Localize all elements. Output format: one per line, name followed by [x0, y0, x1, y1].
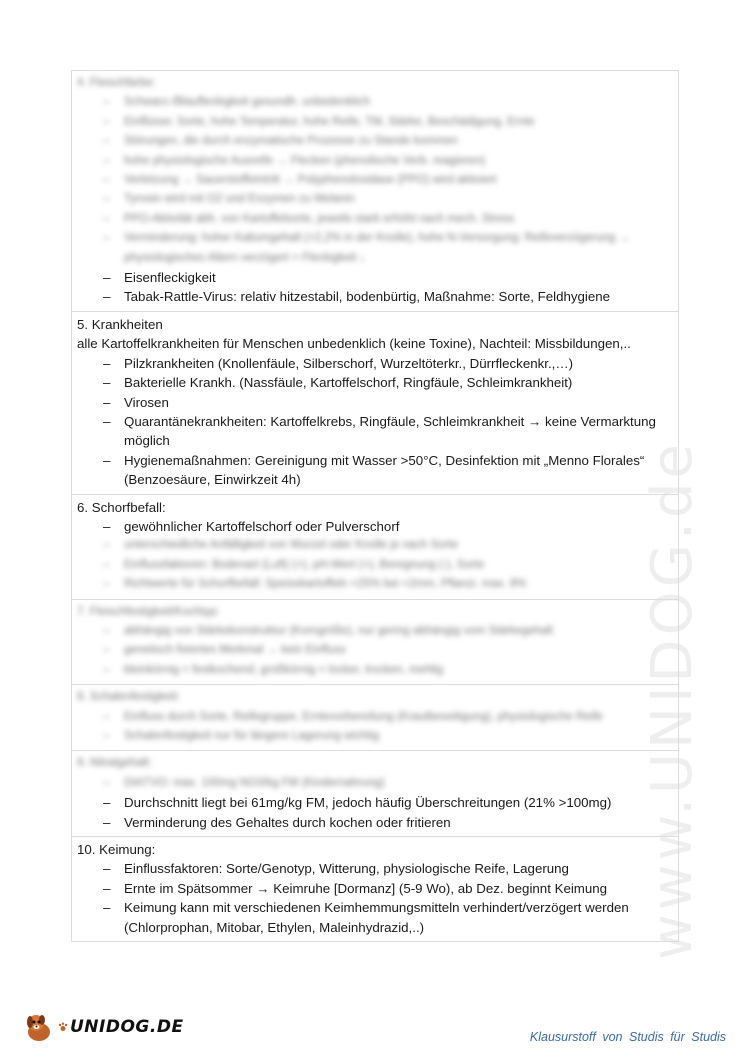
section-7: [71, 600, 679, 686]
section-title: 5. Krankheiten: [77, 316, 163, 332]
list-item: – Tabak-Rattle-Virus: relativ hitzestabil, bodenbürtig, Maßnahme: Sorte, Feldhygiene: [77, 287, 674, 306]
bullet-list: [77, 622, 674, 680]
section-10: [71, 837, 679, 942]
list-item: – genetisch fixiertes Merkmal → kein Einfluss: [77, 641, 674, 660]
section-title: 4. Fleischfarbe:: [77, 77, 156, 89]
list-item: – Verminderung des Gehaltes durch kochen oder fritieren: [77, 813, 674, 832]
section-title: 8. Schalenfestigkeit:: [77, 691, 180, 704]
section-9: [71, 751, 679, 837]
section-title: 7. Fleischfestigkeit/Kochtyp:: [77, 605, 220, 618]
list-item: – Einfluss durch Sorte, Reifegruppe, Erntevorbereitung (Krautbeseitigung), physiologische Reife: [77, 708, 674, 727]
list-item: – unterschiedliche Anfälligkeit von Wurzel oder Knolle je nach Sorte: [77, 536, 674, 555]
list-item: – abhängig von Stärkekonstruktur (Korngröße), nur gering abhängig vom Stärkegehalt: [77, 622, 674, 641]
list-item: – DIÄTVO: max. 100mg NO3/kg FM (Kindernahrung): [77, 774, 674, 793]
section-title: 6. Schorfbefall:: [77, 499, 166, 515]
list-item: – Ernte im Spätsommer → Keimruhe [Dormanz] (5-9 Wo), ab Dez. beginnt Keimung: [77, 879, 674, 898]
list-item: – Einflussfaktoren: Bodenart (Luft) (+), pH-Wert (+), Beregnung (-), Sorte: [77, 556, 674, 575]
list-item: – Richtwerte für Schorfbefall: Speisekartoffeln <25% bei <2mm, Pflanzi. max. 8%: [77, 575, 674, 594]
list-item: – kleinkörnig = festkochend, großkörnig = locker, trocken, mehlig: [77, 661, 674, 680]
watermark: www.UNIDOG.de: [640, 440, 705, 960]
list-item: – hohe physiologische Ausreife → Flecken (phenolische Verb. reagieren): [77, 152, 674, 171]
section-8: [71, 685, 679, 751]
bullet-list: [77, 774, 674, 832]
section-6: [71, 495, 679, 600]
footer-tagline: Klausurstoff von Studis für Studis: [529, 1030, 726, 1044]
section-intro: alle Kartoffelkrankheiten für Menschen unbedenklich (keine Toxine), Nachteil: Missbildungen,..: [77, 336, 631, 352]
notes-table: [71, 70, 679, 942]
bullet-list: [77, 354, 674, 490]
list-item: – Schwarz-/Blaufleckigkeit gesundh. unbedenklich: [77, 93, 674, 112]
section-5: [71, 312, 679, 495]
list-item: – Einflüsse: Sorte, hohe Temperatur, hohe Reife, TM, Stärke, Beschädigung, Ernte: [77, 113, 674, 132]
list-item: – Tyrosin wird mit O2 und Enzymen zu Melanin: [77, 190, 674, 209]
list-item: – Bakterielle Krankh. (Nassfäule, Kartoffelschorf, Ringfäule, Schleimkrankheit): [77, 373, 674, 392]
list-item: – Verletzung → Sauerstoffeintritt → Polyphenoloxidase (PPO) wird aktiviert: [77, 171, 674, 190]
bullet-list: [77, 93, 674, 306]
list-item: – Schalenfestigkeit nur für längere Lagerung wichtig: [77, 727, 674, 746]
list-item: – PPO-Aktivität abh. von Kartoffelsorte, jeweils stark erhöht nach mech. Stress: [77, 210, 674, 229]
list-item: – Quarantänekrankheiten: Kartoffelkrebs, Ringfäule, Schleimkrankheit → keine Vermarktung möglich: [77, 412, 674, 451]
section-4: [71, 71, 679, 312]
list-item: – Verminderung: hoher Kaliumgehalt (>2,2% in der Knolle), hohe N-Versorgung: Reifeverzögerung → physiologisches Altern verzögert = Fleckigkeit ↓: [77, 229, 674, 268]
bullet-list: [77, 708, 674, 747]
bullet-list: [77, 859, 674, 937]
list-item: – Störungen, die durch enzymatische Prozesse zu Stande kommen: [77, 132, 674, 151]
unidog-logo[interactable]: [22, 1010, 184, 1044]
list-item: – gewöhnlicher Kartoffelschorf oder Pulverschorf: [77, 517, 674, 536]
section-title: 9. Nitratgehalt:: [77, 757, 152, 770]
list-item: – Einflussfaktoren: Sorte/Genotyp, Witterung, physiologische Reife, Lagerung: [77, 859, 674, 878]
section-title: 10. Keimung:: [77, 842, 156, 858]
bullet-list: [77, 517, 674, 595]
list-item: – Eisenfleckigkeit: [77, 268, 674, 287]
list-item: – Keimung kann mit verschiedenen Keimhemmungsmitteln verhindert/verzögert werden (Chlorprophan, Mitobar, Ethylen, Maleinhydrazid,..): [77, 898, 674, 937]
list-item: – Hygienemaßnahmen: Gereinigung mit Wasser >50°C, Desinfektion mit „Menno Florales“ (Benzoesäure, Einwirkzeit 4h): [77, 451, 674, 490]
list-item: – Pilzkrankheiten (Knollenfäule, Silberschorf, Wurzeltöterkr., Dürrfleckenkr.,…): [77, 354, 674, 373]
paw-icon: [58, 1022, 68, 1032]
list-item: – Virosen: [77, 393, 674, 412]
logo-text: UNIDOG.DE: [70, 1017, 184, 1037]
list-item: – Durchschnitt liegt bei 61mg/kg FM, jedoch häufig Überschreitungen (21% >100mg): [77, 793, 674, 812]
dog-mascot-icon: [22, 1010, 56, 1044]
